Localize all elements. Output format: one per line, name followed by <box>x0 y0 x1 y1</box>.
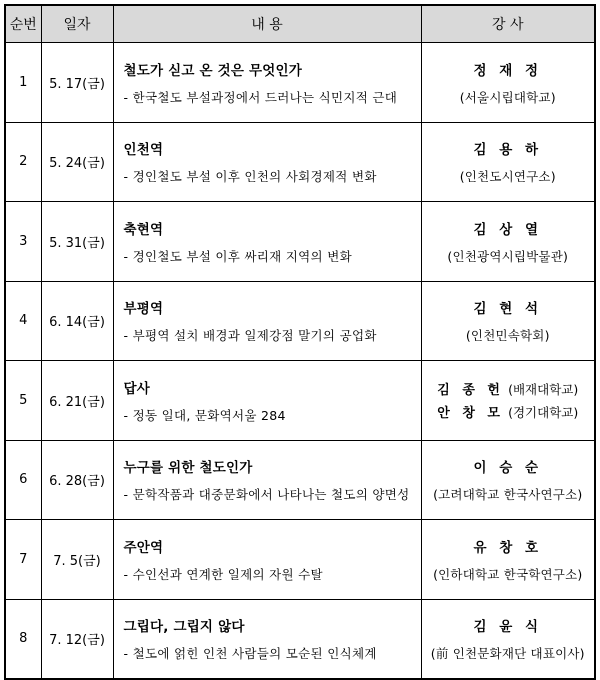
row-content <box>113 599 421 679</box>
lecture-schedule-table <box>4 4 596 680</box>
lecture-title: 그립다, 그립지 않다 <box>123 619 245 635</box>
row-date: 5. 24(금) <box>41 122 113 202</box>
row-date: 7. 12(금) <box>41 599 113 679</box>
lecturer-name: 김 윤 식 <box>473 619 543 635</box>
lecturer-affiliation: (인천광역시립박물관) <box>447 248 569 264</box>
lecturer-affiliation: (인천도시연구소) <box>459 169 556 185</box>
header-date: 일자 <box>41 5 113 43</box>
lecture-description: - 경인철도 부설 이후 싸리재 지역의 변화 <box>123 248 352 264</box>
lecture-description: - 경인철도 부설 이후 인천의 사회경제적 변화 <box>123 169 377 185</box>
row-lecturer <box>421 122 595 202</box>
lecture-description: - 수인선과 연계한 일제의 자원 수탈 <box>123 566 323 582</box>
lecture-description: - 철도에 얽힌 인천 사람들의 모순된 인식체계 <box>123 646 377 661</box>
lecturer-entry <box>422 402 595 421</box>
header-row <box>5 5 595 43</box>
row-content <box>113 520 421 600</box>
row-number: 1 <box>5 43 41 123</box>
table-row <box>5 440 595 520</box>
lecturer-name: 정 재 정 <box>473 62 543 79</box>
row-date: 7. 5(금) <box>41 520 113 600</box>
row-date: 5. 17(금) <box>41 43 113 123</box>
row-number: 7 <box>5 520 41 600</box>
table-row <box>5 281 595 361</box>
row-content <box>113 43 421 123</box>
row-number: 2 <box>5 122 41 202</box>
header-content: 내 용 <box>113 5 421 43</box>
lecturer-affiliation: (인하대학교 한국학연구소) <box>433 566 583 582</box>
lecturer-affiliation: (고려대학교 한국사연구소) <box>433 487 583 503</box>
row-number: 4 <box>5 281 41 361</box>
lecture-title: 답사 <box>123 380 150 397</box>
row-lecturer <box>421 43 595 123</box>
row-lecturer <box>421 440 595 520</box>
header-no: 순번 <box>5 5 41 43</box>
row-date: 6. 21(금) <box>41 361 113 441</box>
lecture-title: 주안역 <box>123 539 164 556</box>
table-row <box>5 43 595 123</box>
row-lecturer <box>421 599 595 679</box>
lecturer-name: 이 승 순 <box>473 460 543 477</box>
lecture-description: - 부평역 설치 배경과 일제강점 말기의 공업화 <box>123 328 377 344</box>
header-lecturer: 강 사 <box>421 5 595 43</box>
lecturer-affiliation: (서울시립대학교) <box>459 89 556 105</box>
schedule-table-wrapper <box>4 4 596 680</box>
lecture-title: 철도가 싣고 온 것은 무엇인가 <box>123 62 302 79</box>
row-lecturer <box>421 202 595 282</box>
lecture-description: - 한국철도 부설과정에서 드러나는 식민지적 근대 <box>123 89 398 105</box>
row-date: 6. 14(금) <box>41 281 113 361</box>
lecture-title: 누구를 위한 철도인가 <box>123 460 253 477</box>
row-lecturer <box>421 520 595 600</box>
row-number: 8 <box>5 599 41 679</box>
table-row <box>5 122 595 202</box>
lecturer-name: 김 상 열 <box>473 221 543 238</box>
row-content <box>113 122 421 202</box>
row-date: 6. 28(금) <box>41 440 113 520</box>
lecturer-affiliation: (배재대학교) <box>508 382 579 398</box>
lecturer-name: 김 종 헌 <box>437 383 504 399</box>
lecture-title: 부평역 <box>123 301 164 318</box>
lecturer-name: 유 창 호 <box>473 539 543 556</box>
lecturer-affiliation: (前 인천문화재단 대표이사) <box>430 646 585 661</box>
row-lecturer <box>421 281 595 361</box>
table-row <box>5 361 595 441</box>
lecture-description: - 문학작품과 대중문화에서 나타나는 철도의 양면성 <box>123 487 410 503</box>
row-number: 5 <box>5 361 41 441</box>
lecturer-entry <box>422 379 595 398</box>
row-number: 3 <box>5 202 41 282</box>
row-number: 6 <box>5 440 41 520</box>
table-row <box>5 202 595 282</box>
lecturer-name: 김 용 하 <box>473 142 543 159</box>
row-content <box>113 202 421 282</box>
lecture-title: 축현역 <box>123 221 164 238</box>
lecture-title: 인천역 <box>123 142 164 159</box>
lecturer-name: 김 현 석 <box>473 301 543 318</box>
lecturer-name: 안 창 모 <box>437 406 504 422</box>
table-row <box>5 599 595 679</box>
row-content <box>113 361 421 441</box>
row-lecturer <box>421 361 595 441</box>
row-content <box>113 281 421 361</box>
table-row <box>5 520 595 600</box>
lecturer-affiliation: (인천민속학회) <box>465 328 550 344</box>
row-date: 5. 31(금) <box>41 202 113 282</box>
lecturer-affiliation: (경기대학교) <box>508 405 579 421</box>
row-content <box>113 440 421 520</box>
lecture-description: - 정동 일대, 문화역서울 284 <box>123 407 286 423</box>
